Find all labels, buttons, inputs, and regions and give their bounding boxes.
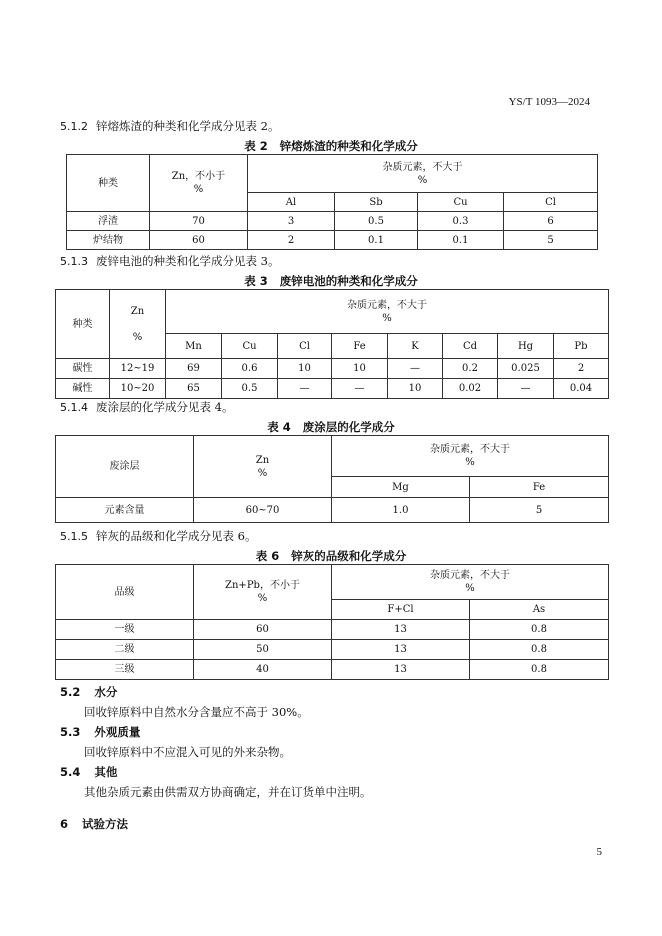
cell-value: 0.04 <box>554 379 609 399</box>
row-zn: 40 <box>194 660 332 680</box>
element-header: Fe <box>470 477 609 498</box>
table2-caption <box>0 138 662 154</box>
header-impurities <box>332 436 609 477</box>
header-zn-unit: % <box>132 331 143 343</box>
section-5-2-heading <box>60 684 117 700</box>
table-number: 表 3 <box>244 274 268 288</box>
clause-number: 5.1.5 <box>60 530 88 543</box>
cell-value: 0.8 <box>470 660 609 680</box>
header-zn-label: Zn <box>130 305 145 317</box>
element-header: K <box>388 334 443 359</box>
table-4 <box>55 435 609 523</box>
header-impurities <box>248 155 598 193</box>
cell-value: — <box>278 379 332 399</box>
row-zn: 12~19 <box>110 359 166 379</box>
table-title: 锌熔炼渣的种类和化学成分 <box>279 139 418 153</box>
element-header: F+Cl <box>332 600 470 620</box>
cell-value: 10 <box>332 359 388 379</box>
table-row <box>67 212 598 231</box>
table-title: 锌灰的品级和化学成分 <box>291 549 407 563</box>
element-header: Cl <box>504 193 598 212</box>
clause-number: 5.1.4 <box>60 401 88 414</box>
cell-value: 13 <box>332 660 470 680</box>
cell-value: 10 <box>388 379 443 399</box>
cell-value: 0.5 <box>222 379 278 399</box>
row-type: 碱性 <box>56 379 110 399</box>
cell-value: 0.1 <box>335 231 418 250</box>
clause-5-1-3 <box>60 253 279 269</box>
element-header: As <box>470 600 609 620</box>
table-row <box>56 379 609 399</box>
header-zn-unit: % <box>257 593 268 604</box>
header-zn-label: Zn，不小于 <box>171 171 226 182</box>
cell-value: 10 <box>278 359 332 379</box>
clause-number: 5.1.2 <box>60 120 88 133</box>
clause-5-1-5 <box>60 528 256 544</box>
section-6-heading <box>60 816 128 832</box>
table-row <box>67 231 598 250</box>
table-2 <box>66 154 598 250</box>
cell-value: 0.1 <box>418 231 504 250</box>
table-row <box>56 498 609 523</box>
cell-value: 13 <box>332 640 470 660</box>
table-row <box>56 660 609 680</box>
table3-caption <box>0 273 662 289</box>
row-zn: 60 <box>150 231 248 250</box>
cell-value: 5 <box>504 231 598 250</box>
cell-value: 0.02 <box>443 379 498 399</box>
row-zn: 50 <box>194 640 332 660</box>
clause-5-1-4 <box>60 399 233 415</box>
header-zn-label: Zn <box>255 454 270 466</box>
element-header: Sb <box>335 193 418 212</box>
row-type: 二级 <box>56 640 194 660</box>
header-impurities-unit: % <box>465 457 475 468</box>
row-type: 一级 <box>56 620 194 640</box>
element-header: Pb <box>554 334 609 359</box>
table-number: 表 2 <box>244 139 268 153</box>
cell-value: 2 <box>248 231 335 250</box>
cell-value: 13 <box>332 620 470 640</box>
section-title: 其他 <box>94 765 118 779</box>
cell-value: 5 <box>470 498 609 523</box>
header-type: 废涂层 <box>56 436 194 498</box>
header-type: 种类 <box>56 290 110 359</box>
table-row <box>56 640 609 660</box>
row-type: 炉结物 <box>67 231 150 250</box>
row-type: 碳性 <box>56 359 110 379</box>
table-title: 废锌电池的种类和化学成分 <box>279 274 418 288</box>
section-number: 5.3 <box>60 725 81 739</box>
table6-caption <box>0 548 662 564</box>
cell-value: 0.2 <box>443 359 498 379</box>
header-zn <box>194 565 332 620</box>
cell-value: 69 <box>166 359 222 379</box>
element-header: Cl <box>278 334 332 359</box>
cell-value: 0.8 <box>470 620 609 640</box>
section-5-4-heading <box>60 764 117 780</box>
cell-value: 0.6 <box>222 359 278 379</box>
clause-text: 废锌电池的种类和化学成分见表 3。 <box>96 254 280 268</box>
header-impurities <box>166 290 609 334</box>
table-3 <box>55 289 609 399</box>
header-zn-unit: % <box>257 467 268 479</box>
table-number: 表 6 <box>255 549 280 563</box>
clause-text: 锌熔炼渣的种类和化学成分见表 2。 <box>96 119 280 133</box>
cell-value: 65 <box>166 379 222 399</box>
clause-text: 锌灰的品级和化学成分见表 6。 <box>96 529 257 543</box>
cell-value: — <box>332 379 388 399</box>
cell-value: — <box>388 359 443 379</box>
cell-value: 0.3 <box>418 212 504 231</box>
element-header: Cd <box>443 334 498 359</box>
cell-value: — <box>498 379 554 399</box>
section-5-3-text: 回收锌原料中不应混入可见的外来杂物。 <box>84 745 291 759</box>
row-type: 三级 <box>56 660 194 680</box>
row-zn: 70 <box>150 212 248 231</box>
section-5-4-text: 其他杂质元素由供需双方协商确定，并在订货单中注明。 <box>84 785 372 799</box>
section-title: 外观质量 <box>94 725 141 739</box>
cell-value: 1.0 <box>332 498 470 523</box>
section-number: 5.2 <box>60 685 81 699</box>
header-zn <box>110 290 166 359</box>
clause-number: 5.1.3 <box>60 255 88 268</box>
section-number: 5.4 <box>60 765 81 779</box>
section-5-3-heading <box>60 724 140 740</box>
table-title: 废涂层的化学成分 <box>302 420 395 434</box>
table-row <box>56 359 609 379</box>
row-zn: 60~70 <box>194 498 332 523</box>
header-impurities-label: 杂质元素，不大于 <box>430 444 510 455</box>
table4-caption <box>0 419 662 435</box>
header-impurities-unit: % <box>382 312 392 324</box>
table-number: 表 4 <box>267 420 291 434</box>
clause-5-1-2 <box>60 118 279 134</box>
element-header: Cu <box>222 334 278 359</box>
header-zn-unit: % <box>193 184 204 195</box>
cell-value: 3 <box>248 212 335 231</box>
cell-value: 0.025 <box>498 359 554 379</box>
row-zn: 60 <box>194 620 332 640</box>
cell-value: 0.8 <box>470 640 609 660</box>
header-zn <box>150 155 248 212</box>
header-zn <box>194 436 332 498</box>
section-number: 6 <box>60 817 69 831</box>
element-header: Fe <box>332 334 388 359</box>
section-title: 试验方法 <box>82 817 129 831</box>
header-impurities-label: 杂质元素，不大于 <box>382 161 463 173</box>
element-header: Mn <box>166 334 222 359</box>
cell-value: 0.5 <box>335 212 418 231</box>
header-impurities <box>332 565 609 600</box>
header-impurities-label: 杂质元素，不大于 <box>347 299 427 311</box>
element-header: Al <box>248 193 335 212</box>
document-id: YS/T 1093—2024 <box>508 96 590 108</box>
cell-value: 6 <box>504 212 598 231</box>
table-6 <box>55 564 609 680</box>
header-impurities-label: 杂质元素，不大于 <box>430 570 510 581</box>
row-type: 元素含量 <box>56 498 194 523</box>
table-row <box>56 620 609 640</box>
header-impurities-unit: % <box>465 583 475 594</box>
clause-text: 废涂层的化学成分见表 4。 <box>96 400 234 414</box>
row-zn: 10~20 <box>110 379 166 399</box>
section-title: 水分 <box>94 685 118 699</box>
header-type: 种类 <box>67 155 150 212</box>
element-header: Mg <box>332 477 470 498</box>
header-type: 品级 <box>56 565 194 620</box>
cell-value: 2 <box>554 359 609 379</box>
page-number: 5 <box>596 846 602 858</box>
header-impurities-unit: % <box>417 174 428 186</box>
section-5-2-text: 回收锌原料中自然水分含量应不高于 30%。 <box>84 705 309 719</box>
element-header: Hg <box>498 334 554 359</box>
element-header: Cu <box>418 193 504 212</box>
row-type: 浮渣 <box>67 212 150 231</box>
header-zn-label: Zn+Pb，不小于 <box>225 580 300 591</box>
